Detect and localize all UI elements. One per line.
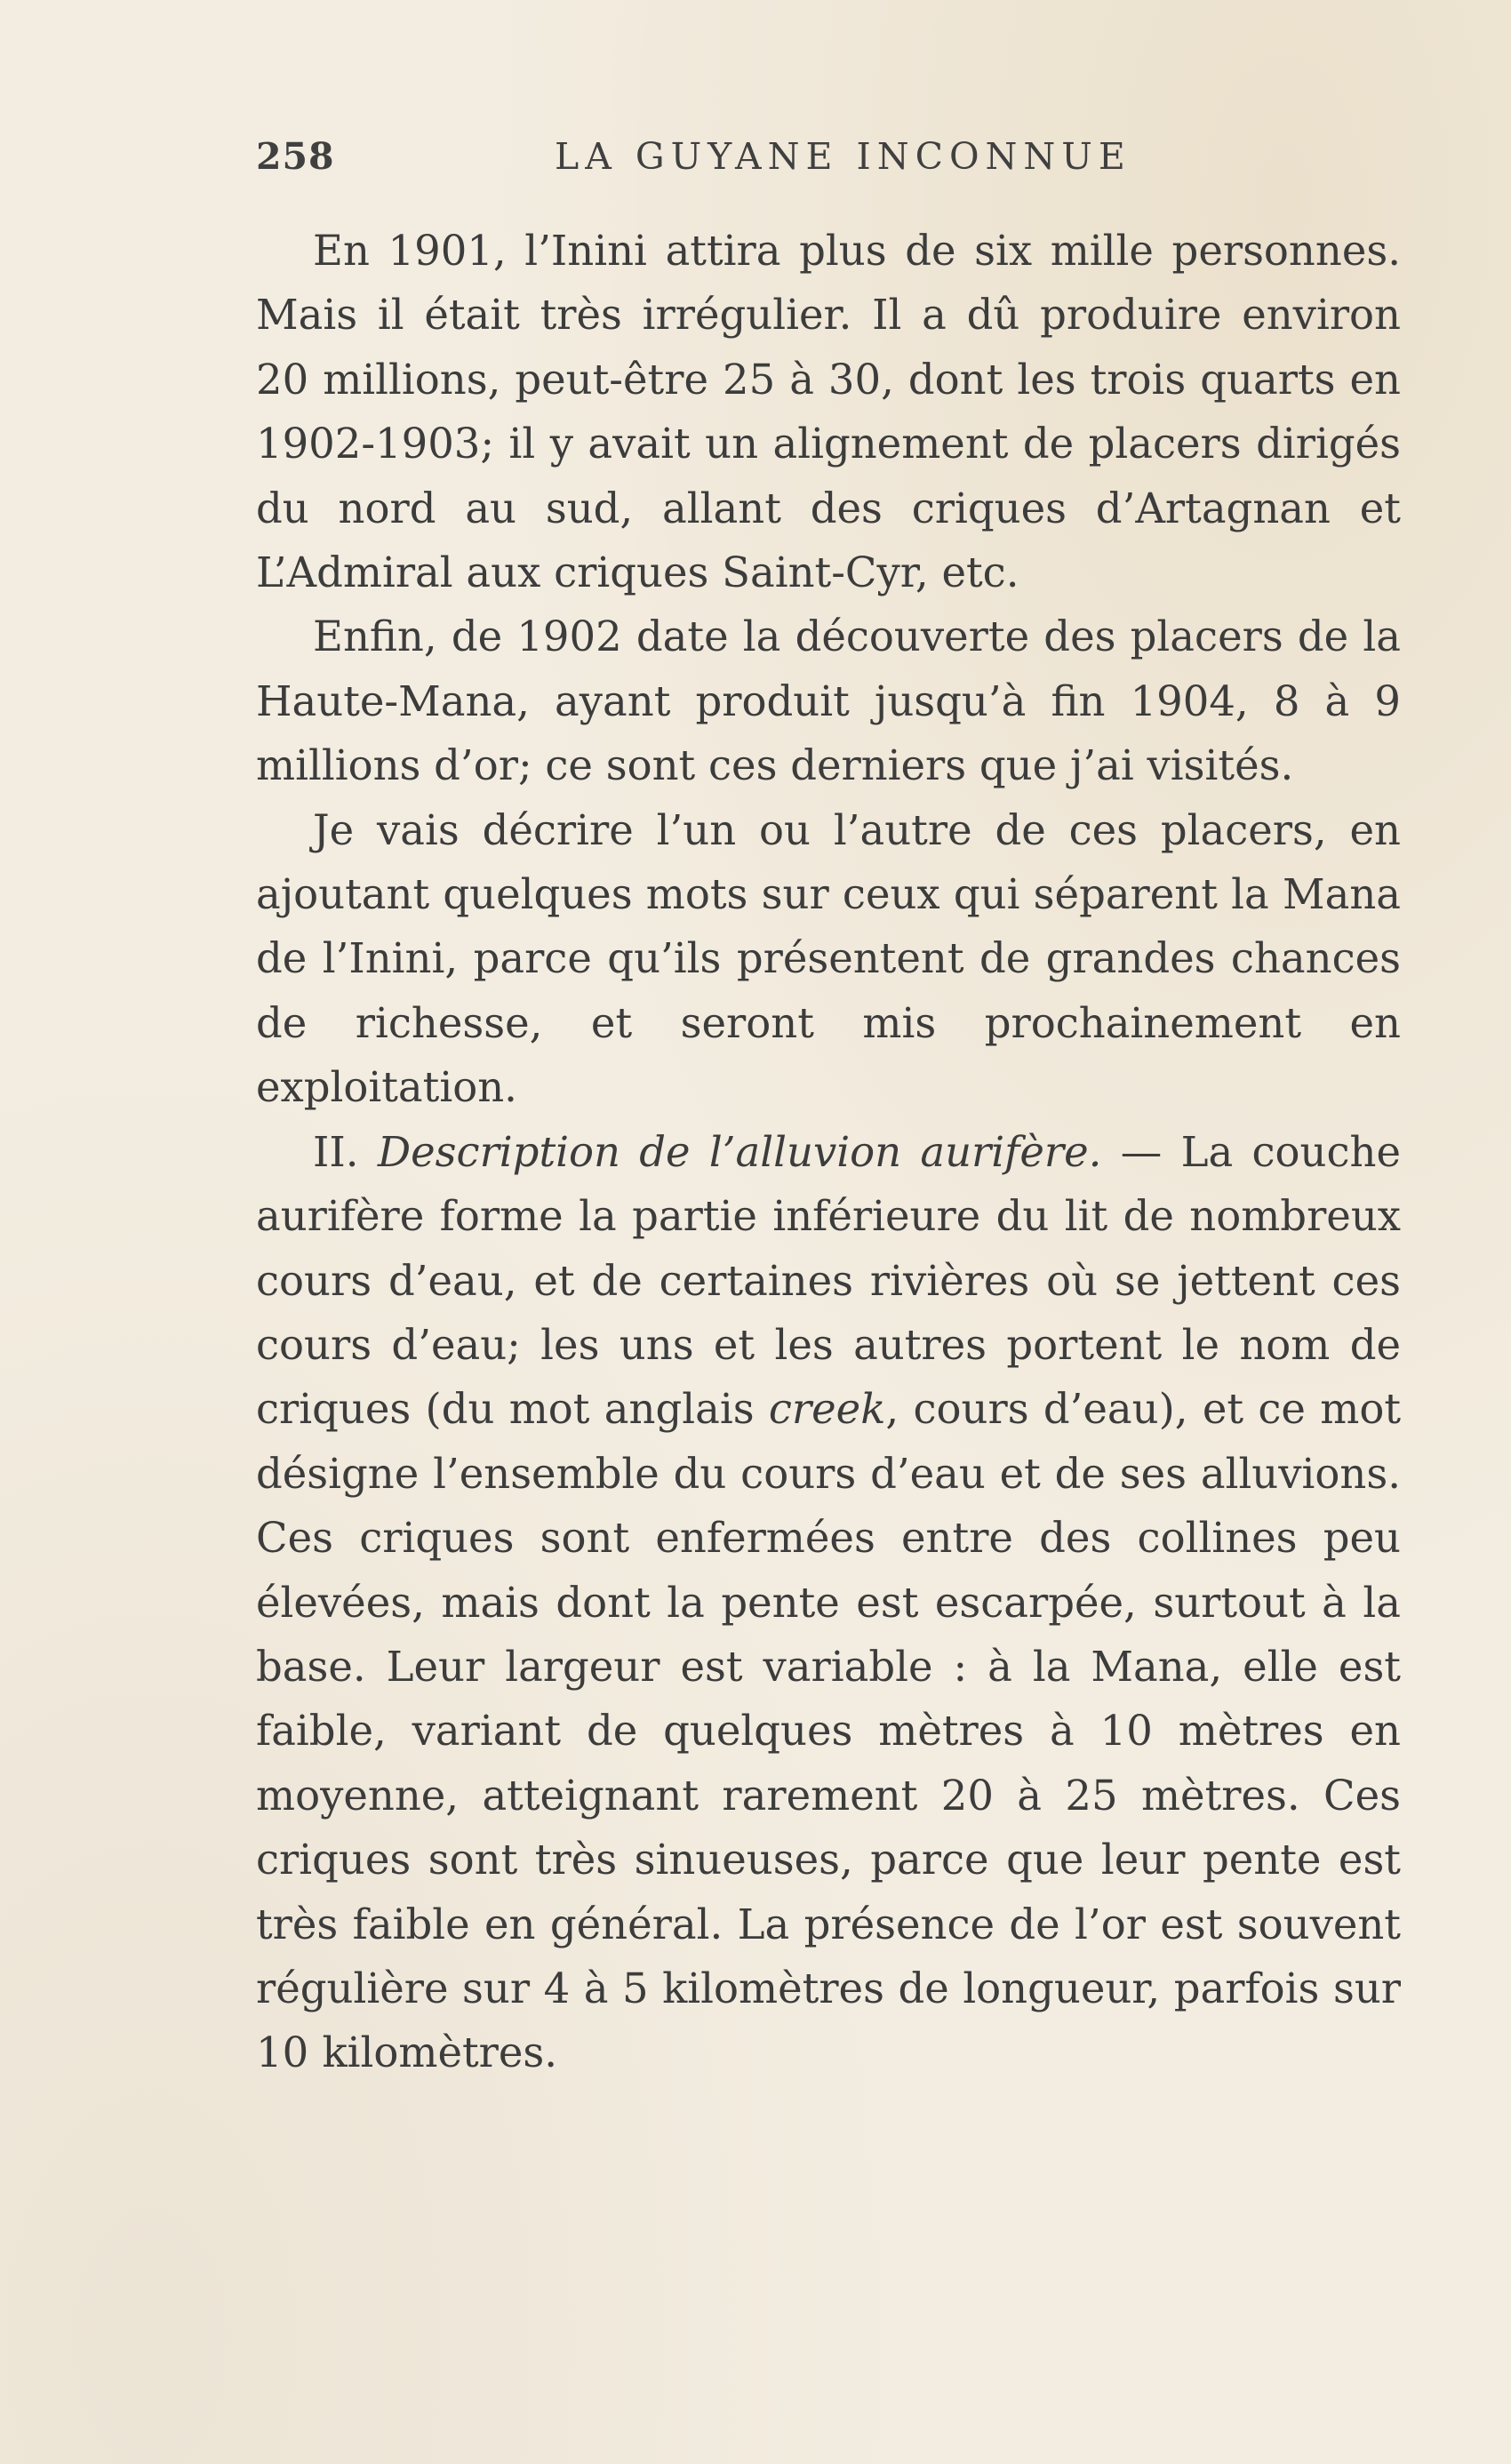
paragraph-section-ii xyxy=(256,1120,1401,2085)
paragraph-placers: Je vais décrire l’un ou l’autre de ces placers, en ajoutant quelques mots sur ceux qui séparent la Mana de l’Inini, parce qu’ils présentent de grandes chances de richesse, et seront mis prochainement en exploitation. xyxy=(256,805,1401,1112)
paragraph-inini: En 1901, l’Inini attira plus de six mille personnes. Mais il était très irrégulier. Il a dû produire environ 20 millions, peut-être 25 à 30, dont les trois quarts en 1902-1903; il y avait un alignement de placers dirigés du nord au sud, allant des criques d’Artagnan et L’Admiral aux criques Saint-Cyr, etc. xyxy=(256,227,1401,597)
paragraph-haute-mana: Enfin, de 1902 date la découverte des placers de la Haute-Mana, ayant produit jusqu’à fin 1904, 8 à 9 millions d’or; ce sont ces derniers que j’ai visités. xyxy=(256,612,1401,790)
foreign-word: creek xyxy=(768,1385,886,1434)
section-text-end: , cours d’eau), et ce mot désigne l’ensemble du cours d’eau et de ses alluvions. Ces criques sont enfermées entre des collines peu élevées, mais dont la pente est escarpée, surtout à la base. Leur largeur est variable : à la Mana, elle est faible, variant de quelques mètres à 10 mètres en moyenne, atteignant rarement 20 à 25 mètres. Ces criques sont très sinueuses, parce que leur pente est très faible en général. La présence de l’or est souvent régulière sur 4 à 5 kilomètres de longueur, parfois sur 10 kilomètres. xyxy=(256,1385,1402,2077)
page-number: 258 xyxy=(256,135,335,178)
running-title: LA GUYANE INCONNUE xyxy=(555,135,1131,178)
body-text xyxy=(256,219,1401,2085)
section-number: II. xyxy=(313,1127,359,1176)
section-dash: — xyxy=(1101,1127,1181,1176)
section-text-start: La couche aurifère forme la partie inférieure du lit de nombreux cours d’eau, et de certaines rivières où se jettent ces cours d’eau; les uns et les autres portent le nom de criques (du mot anglais xyxy=(256,1127,1402,1434)
section-heading: Description de l’alluvion aurifère. xyxy=(377,1127,1102,1176)
running-head xyxy=(256,135,1401,188)
